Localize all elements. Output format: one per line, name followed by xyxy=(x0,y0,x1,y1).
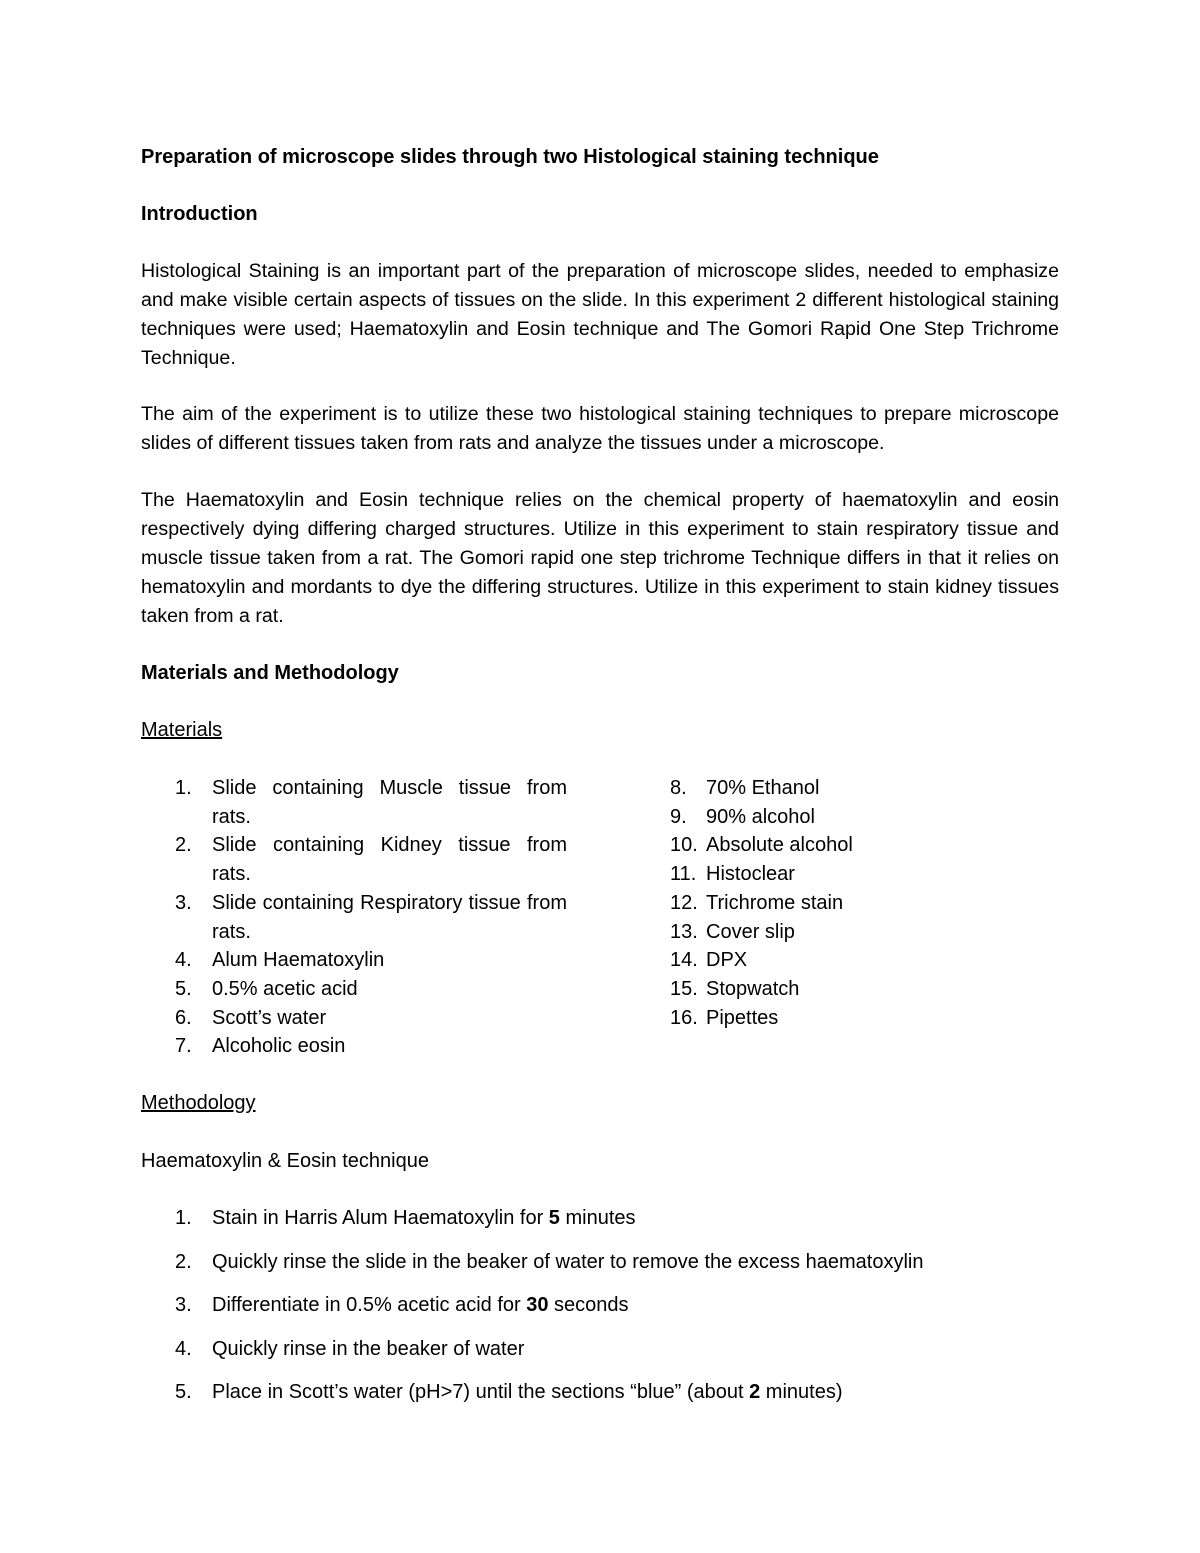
list-item: 1. Slide containing Muscle tissue from rats. xyxy=(175,777,567,828)
document-title: Preparation of microscope slides through two Histological staining technique xyxy=(141,146,879,168)
materials-list-right xyxy=(670,774,990,1032)
materials-methodology-heading: Materials and Methodology xyxy=(141,662,399,684)
list-item: 15. Stopwatch xyxy=(670,977,800,1000)
list-item: 7. Alcoholic eosin xyxy=(175,1035,346,1058)
intro-paragraph-2: The aim of the experiment is to utilize these two histological staining techniques to prepare microscope slides of different tissues taken from rats and analyze the tissues under a microscope. xyxy=(141,403,1059,454)
step-item: 1. Stain in Harris Alum Haematoxylin for 5 minutes xyxy=(175,1207,636,1229)
list-item: 6. Scott’s water xyxy=(175,1006,327,1029)
list-item: 2. Slide containing Kidney tissue from rats. xyxy=(175,834,567,886)
step-item: 5. Place in Scott’s water (pH>7) until the sections “blue” (about 2 minutes) xyxy=(175,1381,843,1403)
list-item: 16. Pipettes xyxy=(670,1006,779,1029)
intro-paragraph-3: The Haematoxylin and Eosin technique relies on the chemical property of haematoxylin and eosin respectively dying differing charged structures. Utilize in this experiment to stain respiratory tissue and muscle tissue taken from a rat. The Gomori rapid one step trichrome Technique differs in that it relies on hematoxylin and mordants to dye the differing structures. Utilize in this experiment to stain kidney tissues taken from a rat. xyxy=(141,489,1059,627)
list-item: 8. 70% Ethanol xyxy=(670,777,820,799)
list-item: 5. 0.5% acetic acid xyxy=(175,977,358,1000)
step-item: 3. Differentiate in 0.5% acetic acid for 30 seconds xyxy=(175,1294,629,1316)
list-item: 12. Trichrome stain xyxy=(670,891,844,914)
list-item: 11. Histoclear xyxy=(670,863,795,886)
methodology-steps xyxy=(141,1204,1041,1422)
materials-list-left xyxy=(141,774,567,1061)
technique-title: Haematoxylin & Eosin technique xyxy=(141,1150,429,1172)
materials-subheading: Materials xyxy=(141,719,223,741)
list-item: 4. Alum Haematoxylin xyxy=(175,949,385,972)
list-item: 10. Absolute alcohol xyxy=(670,834,853,857)
intro-paragraph-1: Histological Staining is an important part of the preparation of microscope slides, needed to emphasize and make visible certain aspects of tissues on the slide. In this experiment 2 different histological staining techniques were used; Haematoxylin and Eosin technique and The Gomori Rapid One Step Trichrome Technique. xyxy=(141,260,1059,369)
step-item: 4. Quickly rinse in the beaker of water xyxy=(175,1337,525,1360)
step-item: 2. Quickly rinse the slide in the beaker of water to remove the excess haematoxylin xyxy=(175,1250,924,1273)
list-item: 13. Cover slip xyxy=(670,920,795,943)
introduction-heading: Introduction xyxy=(141,203,258,225)
list-item: 14. DPX xyxy=(670,949,748,972)
list-item: 3. Slide containing Respiratory tissue from rats. xyxy=(175,891,567,943)
list-item: 9. 90% alcohol xyxy=(670,805,815,828)
methodology-subheading: Methodology xyxy=(141,1092,256,1114)
